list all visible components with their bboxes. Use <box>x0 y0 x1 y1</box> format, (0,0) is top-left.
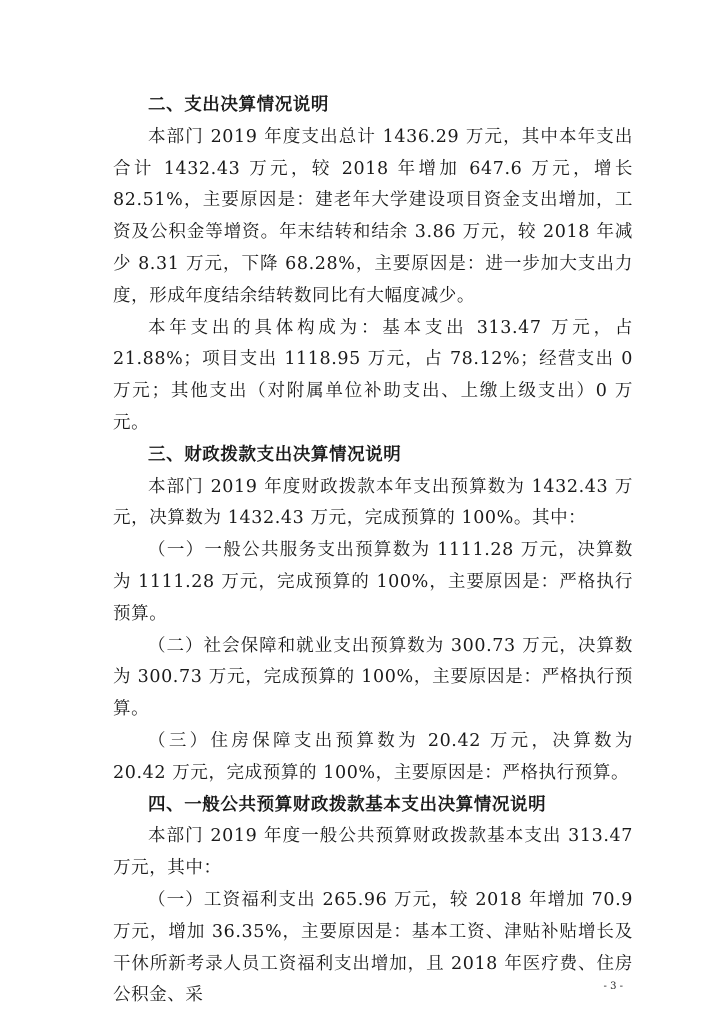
paragraph-fiscal-overview: 本部门 2019 年度财政拨款本年支出预算数为 1432.43 万元，决算数为 1432.43 万元，完成预算的 100%。其中： <box>113 476 633 529</box>
paragraph-expenditure-total: 本部门 2019 年度支出总计 1436.29 万元，其中本年支出合计 1432.43 万元，较 2018 年增加 647.6 万元，增长 82.51%，主要原因是：建老年大学建设项目资金支出增加，工资及公积金等增资。年末结转和结余 3.86 万元，较 2018 年减少 8.31 万元，下降 68.28%，主要原因是：进一步加大支出力度，形成年度结余结转数同比有大幅度减少。 <box>113 126 633 306</box>
paragraph-expenditure-composition: 本年支出的具体构成为：基本支出 313.47 万元，占 21.88%；项目支出 1118.95 万元，占 78.12%；经营支出 0 万元；其他支出（对附属单位补助支出、上缴上级支出）0 万元。 <box>113 317 633 433</box>
section-heading-expenditure: 二、支出决算情况说明 <box>148 95 329 115</box>
paragraph-fiscal-item-2: （二）社会保障和就业支出预算数为 300.73 万元，决算数为 300.73 万元，完成预算的 100%，主要原因是：严格执行预算。 <box>113 635 633 720</box>
section-heading-fiscal-appropriation: 三、财政拨款支出决算情况说明 <box>148 444 402 465</box>
document-body <box>113 90 633 1012</box>
paragraph-basic-item-1: （一）工资福利支出 265.96 万元，较 2018 年增加 70.9 万元，增加 36.35%，主要原因是：基本工资、津贴补贴增长及干休所新考录人员工资福利支出增加，且 2018 年医疗费、住房公积金、采 <box>113 889 633 1006</box>
paragraph-basic-overview: 本部门 2019 年度一般公共预算财政拨款基本支出 313.47 万元，其中： <box>113 826 633 879</box>
paragraph-fiscal-item-3: （三）住房保障支出预算数为 20.42 万元，决算数为 20.42 万元，完成预算的 100%，主要原因是：严格执行预算。 <box>113 730 633 783</box>
page-number: - 3 - <box>603 981 623 992</box>
section-heading-basic-expenditure: 四、一般公共预算财政拨款基本支出决算情况说明 <box>148 794 547 815</box>
paragraph-fiscal-item-1: （一）一般公共服务支出预算数为 1111.28 万元，决算数为 1111.28 万元，完成预算的 100%，主要原因是：严格执行预算。 <box>113 540 633 624</box>
